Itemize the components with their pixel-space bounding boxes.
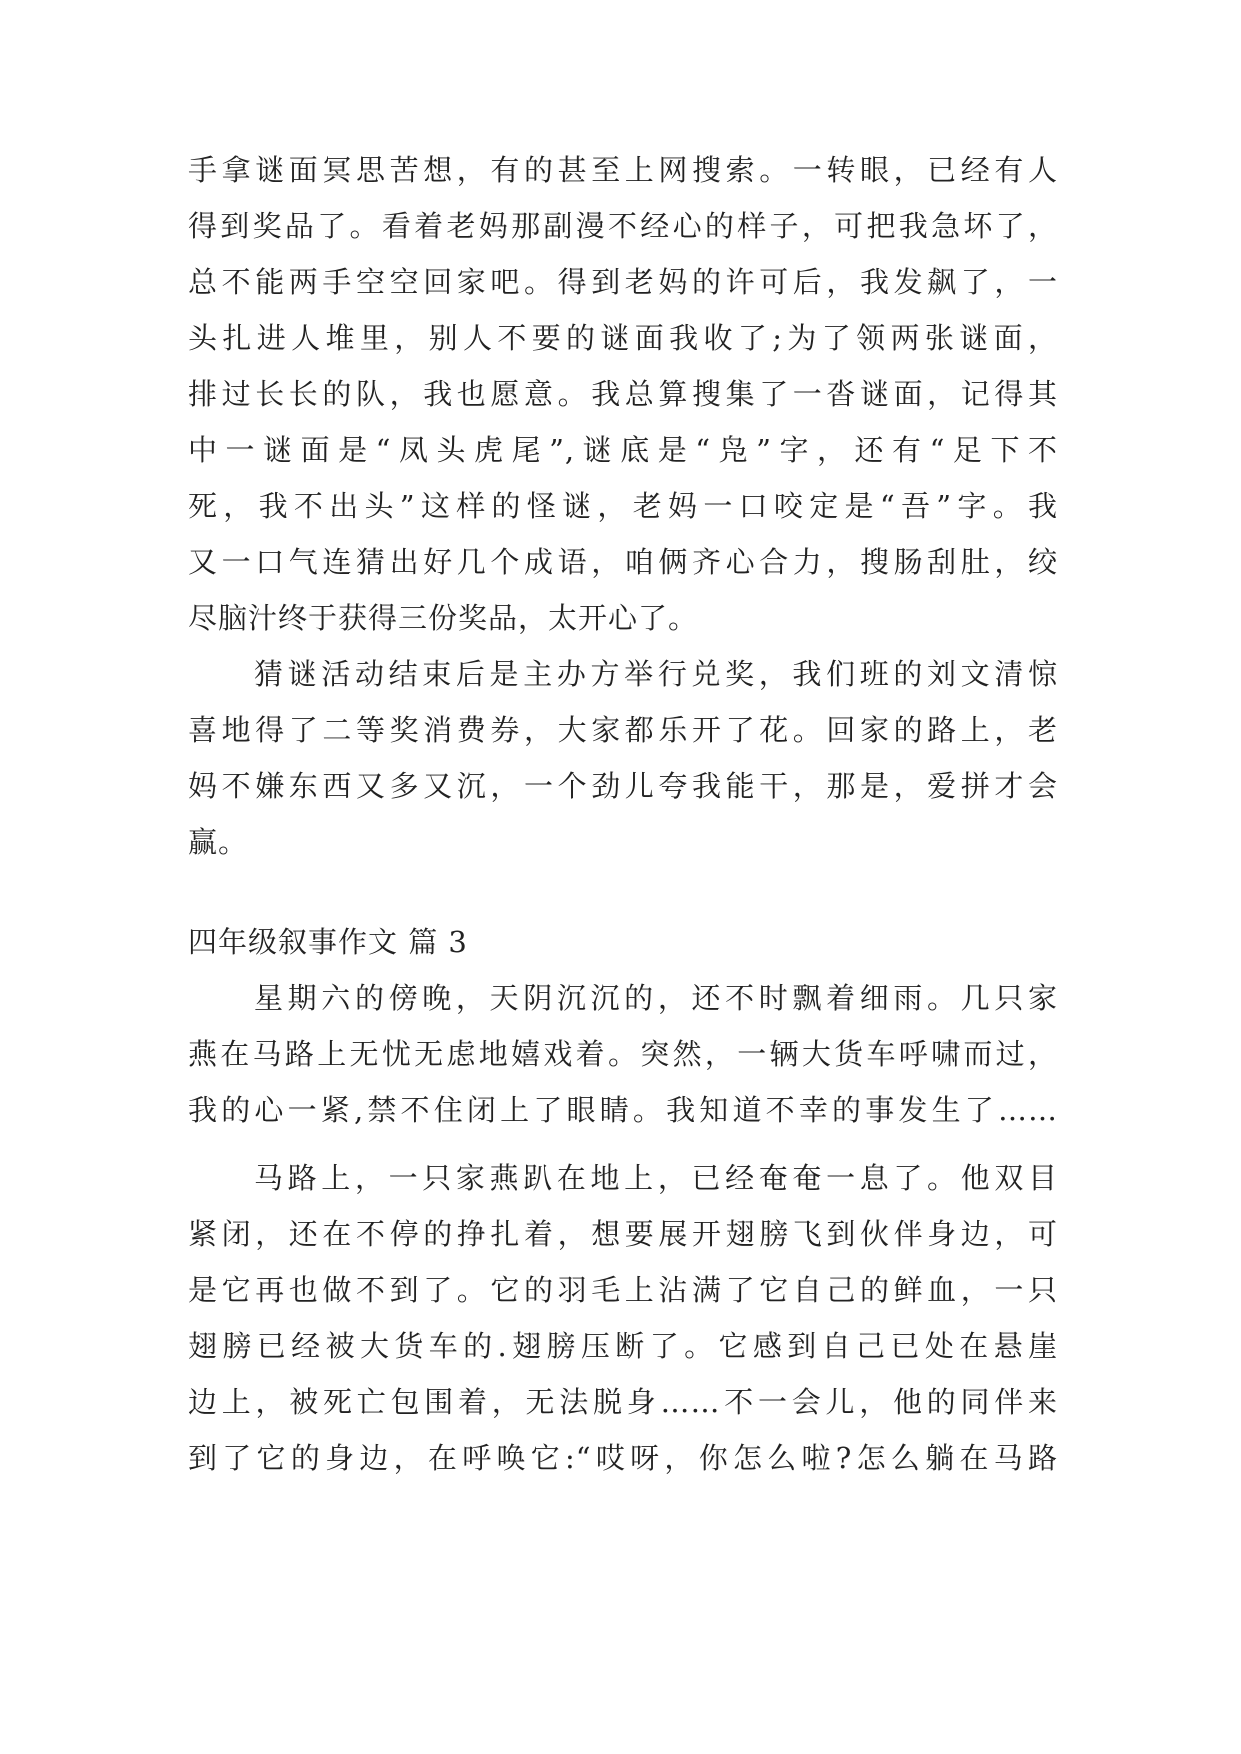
text-line: 燕在马路上无忧无虑地嬉戏着。突然，一辆大货车呼啸而过， bbox=[188, 1037, 1058, 1071]
text-line: 妈不嫌东西又多又沉，一个劲儿夸我能干，那是，爱拼才会 bbox=[188, 769, 1058, 803]
text-line: 到了它的身边，在呼唤它:“哎呀，你怎么啦?怎么躺在马路 bbox=[188, 1441, 1058, 1475]
text-line: 紧闭，还在不停的挣扎着，想要展开翅膀飞到伙伴身边，可 bbox=[188, 1217, 1058, 1251]
text-line: 死，我不出头”这样的怪谜，老妈一口咬定是“吾”字。我 bbox=[188, 489, 1058, 523]
text-line: 马路上，一只家燕趴在地上，已经奄奄一息了。他双目 bbox=[254, 1161, 1058, 1195]
section-heading: 四年级叙事作文 篇 3 bbox=[188, 925, 468, 959]
text-line: 猜谜活动结束后是主办方举行兑奖，我们班的刘文清惊 bbox=[254, 657, 1058, 691]
text-line: 手拿谜面冥思苦想，有的甚至上网搜索。一转眼，已经有人 bbox=[188, 153, 1058, 187]
text-line: 是它再也做不到了。它的羽毛上沾满了它自己的鲜血，一只 bbox=[188, 1273, 1058, 1307]
text-line: 尽脑汁终于获得三份奖品，太开心了。 bbox=[188, 601, 699, 635]
text-line: 赢。 bbox=[188, 825, 249, 859]
text-line: 排过长长的队，我也愿意。我总算搜集了一沓谜面，记得其 bbox=[188, 377, 1058, 411]
text-line: 翅膀已经被大货车的.翅膀压断了。它感到自己已处在悬崖 bbox=[188, 1329, 1058, 1363]
text-line: 又一口气连猜出好几个成语，咱俩齐心合力，搜肠刮肚，绞 bbox=[188, 545, 1058, 579]
text-line: 我的心一紧,禁不住闭上了眼睛。我知道不幸的事发生了…… bbox=[188, 1093, 1058, 1127]
text-line: 边上，被死亡包围着，无法脱身……不一会儿，他的同伴来 bbox=[188, 1385, 1058, 1419]
text-line: 头扎进人堆里，别人不要的谜面我收了;为了领两张谜面， bbox=[188, 321, 1058, 355]
text-line: 中一谜面是“凤头虎尾”,谜底是“凫”字，还有“足下不 bbox=[188, 433, 1058, 467]
text-line: 得到奖品了。看着老妈那副漫不经心的样子，可把我急坏了， bbox=[188, 209, 1058, 243]
text-line: 星期六的傍晚，天阴沉沉的，还不时飘着细雨。几只家 bbox=[254, 981, 1058, 1015]
text-line: 总不能两手空空回家吧。得到老妈的许可后，我发飙了，一 bbox=[188, 265, 1058, 299]
text-line: 喜地得了二等奖消费券，大家都乐开了花。回家的路上，老 bbox=[188, 713, 1058, 747]
